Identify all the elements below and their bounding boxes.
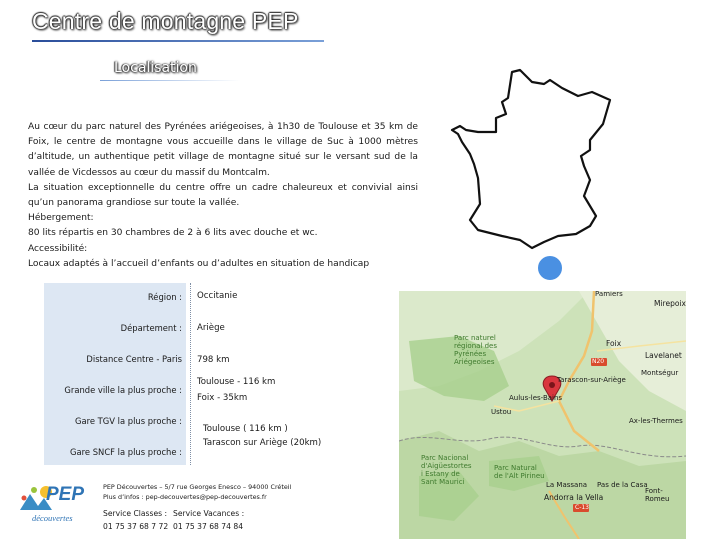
pep-logo (16, 482, 98, 526)
footer-email-line[interactable]: Plus d’infos : pep-decouvertes@pep-decouvertes.fr (103, 493, 267, 501)
label-pas-de-la-casa: Pas de la Casa (597, 481, 648, 489)
label-montsegur: Montségur (641, 369, 679, 377)
leaf-dot-icon (31, 487, 37, 493)
label-alt-pirineu: Parc Natural de l'Alt Pirineu (494, 464, 545, 480)
title-underline (32, 40, 324, 42)
label-tarascon: Tarascon-sur-Ariège (557, 376, 626, 384)
gare-sncf-label: Gare SNCF la plus proche : (70, 447, 182, 457)
label-andorra: Andorra la Vella (544, 493, 604, 502)
grande-ville-value-2: Foix - 35km (197, 393, 248, 403)
grande-ville-value-1: Toulouse - 116 km (197, 377, 276, 387)
departement-label: Département : (120, 323, 182, 333)
info-divider (190, 283, 191, 465)
label-lavelanet: Lavelanet (645, 351, 682, 360)
description (28, 120, 418, 272)
region-value: Occitanie (197, 291, 238, 301)
regional-map[interactable] (399, 291, 686, 539)
service-vacances (173, 507, 244, 533)
france-outline (452, 70, 610, 248)
gare-tgv-value: Toulouse ( 116 km ) (203, 424, 288, 434)
page-title: Centre de montagne PEP (32, 8, 299, 34)
label-font-romeu: Font-Romeu (645, 487, 670, 503)
paragraph-intro: Au cœur du parc naturel des Pyrénées ariégeoises, à 1h30 de Toulouse et 35 km de Foix, le centre de montagne vous accueille dans le village de Suc à 1000 mètres d’altitude, un authentique petit village de montagne situé sur le versant sud de la vallée de Vicdessos au cœur du massif du Montcalm. (28, 122, 418, 178)
gare-tgv-label: Gare TGV la plus proche : (74, 416, 182, 426)
flower-dot-icon (22, 496, 27, 501)
label-aiguestortes: Parc Nacional d'Aigüestortes i Estany de Sant Maurici (421, 454, 472, 486)
label-ax-les-thermes: Ax-les-Thermes (629, 417, 683, 425)
label-foix: Foix (606, 339, 622, 348)
service-classes (103, 507, 168, 533)
logo-text-pep: PEP (46, 484, 85, 505)
grande-ville-label: Grande ville la plus proche : (64, 385, 182, 395)
label-n20: N20 (592, 358, 605, 365)
footer-address-line-1: PEP Découvertes – 5/7 rue Georges Enesco – 94000 Créteil (103, 483, 292, 491)
paragraph-accessibilite: Locaux adaptés à l’accueil d’enfants ou d’adultes en situation de handicap (28, 258, 370, 269)
info-label-panel (44, 283, 186, 465)
logo-text-decouvertes: découvertes (32, 513, 73, 523)
service-vacances-phone[interactable]: 01 75 37 68 74 84 (173, 522, 244, 531)
section-subtitle: Localisation (114, 60, 197, 76)
distance-value: 798 km (197, 355, 230, 365)
label-pamiers: Pamiers (595, 291, 623, 298)
service-classes-label: Service Classes : (103, 509, 168, 518)
heading-accessibilite: Accessibilité: (28, 243, 88, 254)
gare-sncf-value: Tarascon sur Ariège (20km) (203, 438, 322, 448)
label-aulus: Aulus-les-Bains (509, 394, 563, 402)
departement-value: Ariège (197, 323, 225, 333)
region-label: Région : (147, 292, 182, 302)
service-classes-phone[interactable]: 01 75 37 68 7 72 (103, 522, 169, 531)
label-la-massana: La Massana (546, 481, 588, 489)
service-vacances-label: Service Vacances : (173, 509, 245, 518)
label-c13: C-13 (575, 504, 589, 511)
subtitle-underline (100, 80, 240, 81)
paragraph-situation: La situation exceptionnelle du centre offre un cadre chaleureux et convivial ainsi qu’un panorama grandiose sur toute la vallée. (28, 182, 418, 209)
label-parc-ariegeoises: Parc naturel régional des Pyrénées Ariégeoises (454, 334, 497, 366)
location-pin-dot (549, 382, 555, 388)
paragraph-hebergement: 80 lits répartis en 30 chambres de 2 à 6 lits avec douche et wc. (28, 228, 318, 239)
label-mirepoix: Mirepoix (654, 299, 686, 308)
label-ustou: Ustou (491, 408, 512, 416)
heading-hebergement: Hébergement: (28, 213, 94, 224)
regional-map-graphic (399, 291, 686, 539)
distance-label: Distance Centre - Paris (86, 354, 182, 364)
france-outline-map (440, 54, 630, 284)
footer-address (103, 482, 291, 502)
location-marker[interactable] (537, 255, 563, 281)
